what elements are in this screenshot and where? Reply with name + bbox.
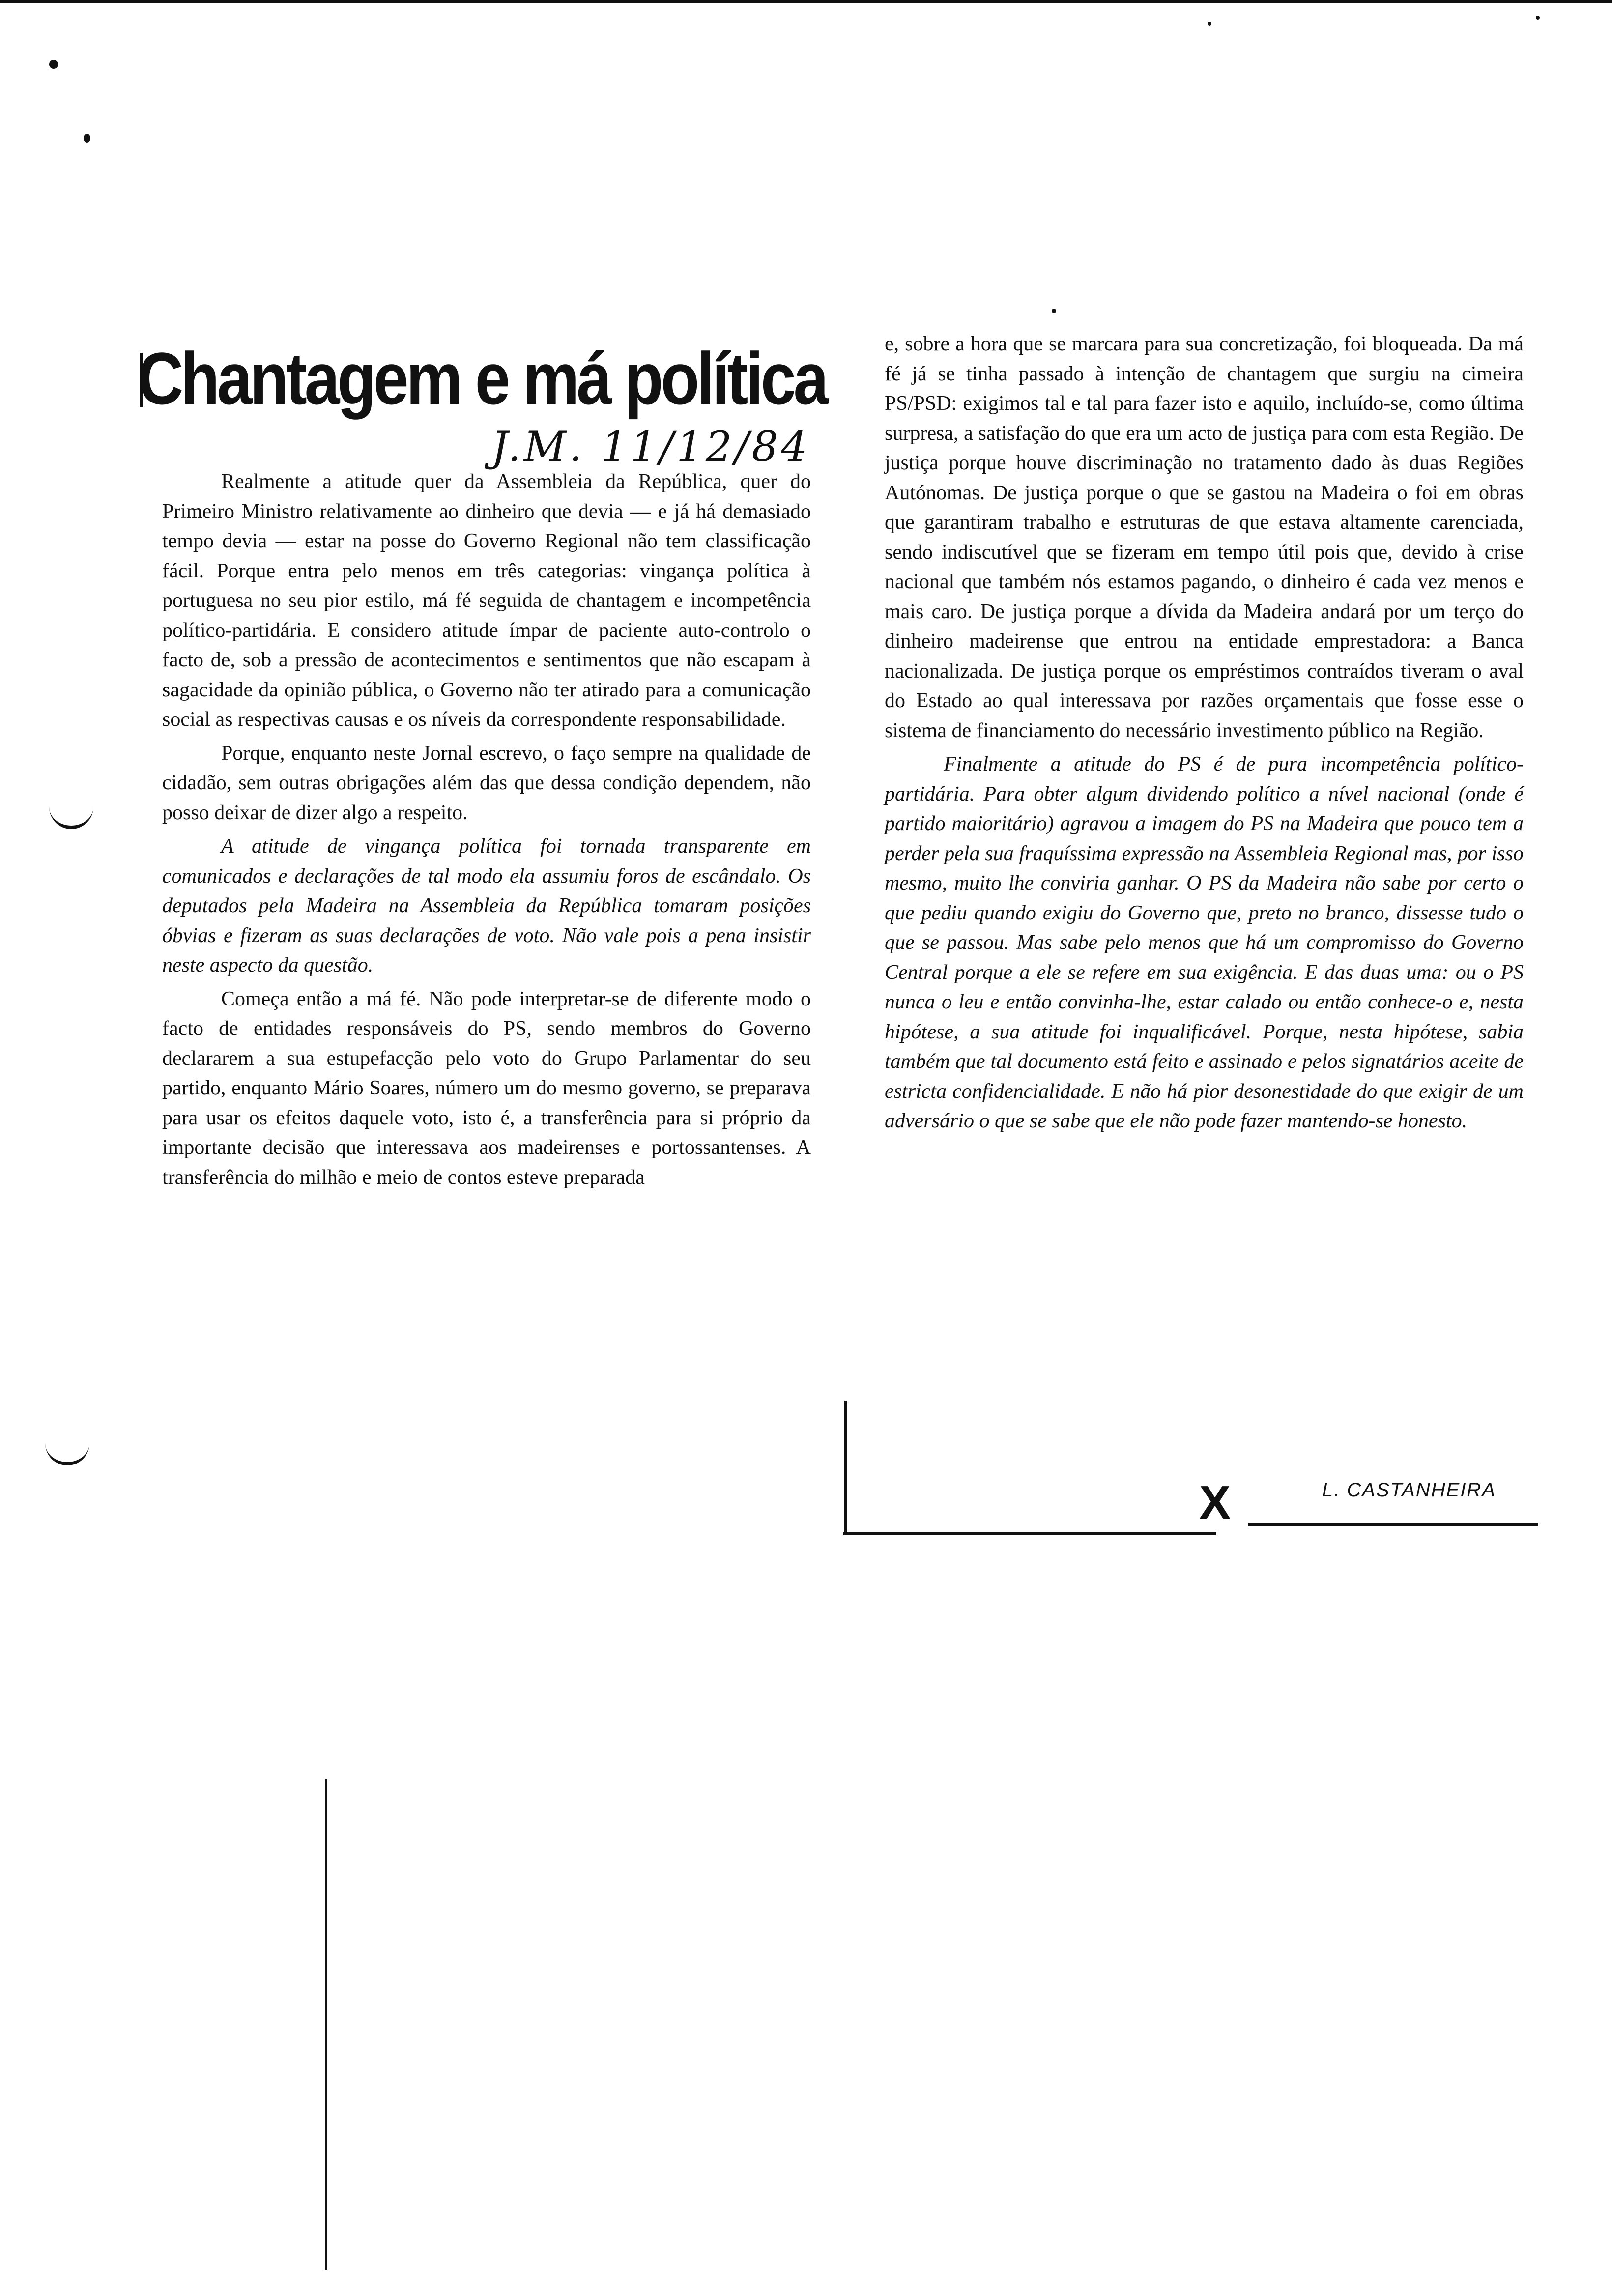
headline: Chantagem e má política bbox=[138, 337, 827, 420]
end-rule bbox=[843, 1532, 1216, 1535]
scan-speck bbox=[1536, 16, 1540, 20]
scan-hole-mark bbox=[49, 806, 93, 829]
scan-speck bbox=[84, 134, 90, 143]
scan-speck bbox=[1208, 22, 1211, 26]
scan-speck bbox=[1052, 309, 1056, 313]
paragraph: e, sobre a hora que se marcara para sua concretização, foi bloqueada. Da má fé já se tinha passado à intenção de chantagem que surgiu na cimeira PS/PSD: exigimos tal e tal para fazer isto e aquilo, incluído-se, como última surpresa, a satisfação do que era um acto de justiça para com esta Região. De justiça porque houve discriminação no tratamento dado às duas Regiões Autónomas. De justiça porque o que se gastou na Madeira o foi em obras que garantiram trabalho e estruturas de que estava altamente carenciada, sendo indiscutível que se fizeram em tempo útil pois que, devido à crise nacional que também nós estamos pagando, o dinheiro é cada vez menos e mais caro. De justiça porque a dívida da Madeira andará por um terço do dinheiro madeirense que entrou na entidade emprestadora: a Banca nacionalizada. De justiça porque os empréstimos contraídos tiveram o aval do Estado ao qual interessava por razões orçamentais que fosse esse o sistema de financiamento do necessário investimento público na Região. bbox=[885, 333, 1524, 742]
margin-mark bbox=[325, 1779, 327, 2270]
right-column bbox=[885, 329, 1524, 1136]
end-rule bbox=[1248, 1523, 1538, 1526]
scan-hole-mark bbox=[45, 1442, 89, 1465]
handwritten-date: J.M. 11/12/84 bbox=[491, 423, 810, 471]
margin-mark bbox=[844, 1401, 847, 1533]
scan-speck bbox=[49, 60, 58, 69]
end-mark: X bbox=[1199, 1476, 1231, 1529]
paragraph: A atitude de vingança política foi tornada transparente em comunicados e declarações de tal modo ela assumiu foros de escândalo. Os deputados pela Madeira na Assembleia da República tomaram posições óbvias e fizeram as suas declarações de voto. Não vale pois a pena insistir neste aspecto da questão. bbox=[162, 835, 811, 976]
paragraph: Finalmente a atitude do PS é de pura incompetência político-partidária. Para obter algum dividendo político a nível nacional (onde é partido maioritário) agravou a imagem do PS na Madeira que pouco tem a perder pela sua fraquíssima expressão na Assembleia Regional mas, por isso mesmo, muito lhe conviria ganhar. O PS da Madeira não sabe por certo o que pediu quando exigiu do Governo que, preto no branco, dissesse tudo o que se passou. Mas sabe pelo menos que há um compromisso do Governo Central porque a ele se refere em sua exigência. E das duas uma: ou o PS nunca o leu e então convinha-lhe, estar calado ou então conhece-o e, nesta hipótese, a sua atitude foi inqualificável. Porque, nesta hipótese, sabia também que tal documento está feito e assinado e pelos signatários aceite de estricta confidencialidade. E não há pior desonestidade do que exigir de um adversário o que se sabe que ele não pode fazer mantendo-se honesto. bbox=[885, 753, 1524, 1132]
paragraph: Começa então a má fé. Não pode interpretar-se de diferente modo o facto de entidades responsáveis do PS, sendo membros do Governo declararem a sua estupefacção pelo voto do Grupo Parlamentar do seu partido, enquanto Mário Soares, número um do mesmo governo, se preparava para usar os efeitos daquele voto, isto é, a transferência para si próprio da importante decisão que interessava aos madeirenses e portossantenses. A transferência do milhão e meio de contos esteve preparada bbox=[162, 987, 811, 1189]
left-column bbox=[162, 467, 811, 1192]
paragraph: Realmente a atitude quer da Assembleia da República, quer do Primeiro Ministro relativamente ao dinheiro que devia — e já há demasiado tempo devia — estar na posse do Governo Regional não tem classificação fácil. Porque entra pelo menos em três categorias: vingança política à portuguesa no seu pior estilo, má fé seguida de chantagem e incompetência político-partidária. E considero atitude ímpar de paciente auto-controlo o facto de, sob a pressão de acontecimentos e sentimentos que não escapam à sagacidade da opinião pública, o Governo não ter atirado para a comunicação social as respectivas causas e os níveis da correspondente responsabilidade. bbox=[162, 470, 811, 731]
author-signature: L. CASTANHEIRA bbox=[1322, 1479, 1496, 1501]
scan-top-edge bbox=[0, 0, 1612, 3]
paragraph: Porque, enquanto neste Jornal escrevo, o faço sempre na qualidade de cidadão, sem outras obrigações além das que dessa condição dependem, não posso deixar de dizer algo a respeito. bbox=[162, 742, 811, 824]
